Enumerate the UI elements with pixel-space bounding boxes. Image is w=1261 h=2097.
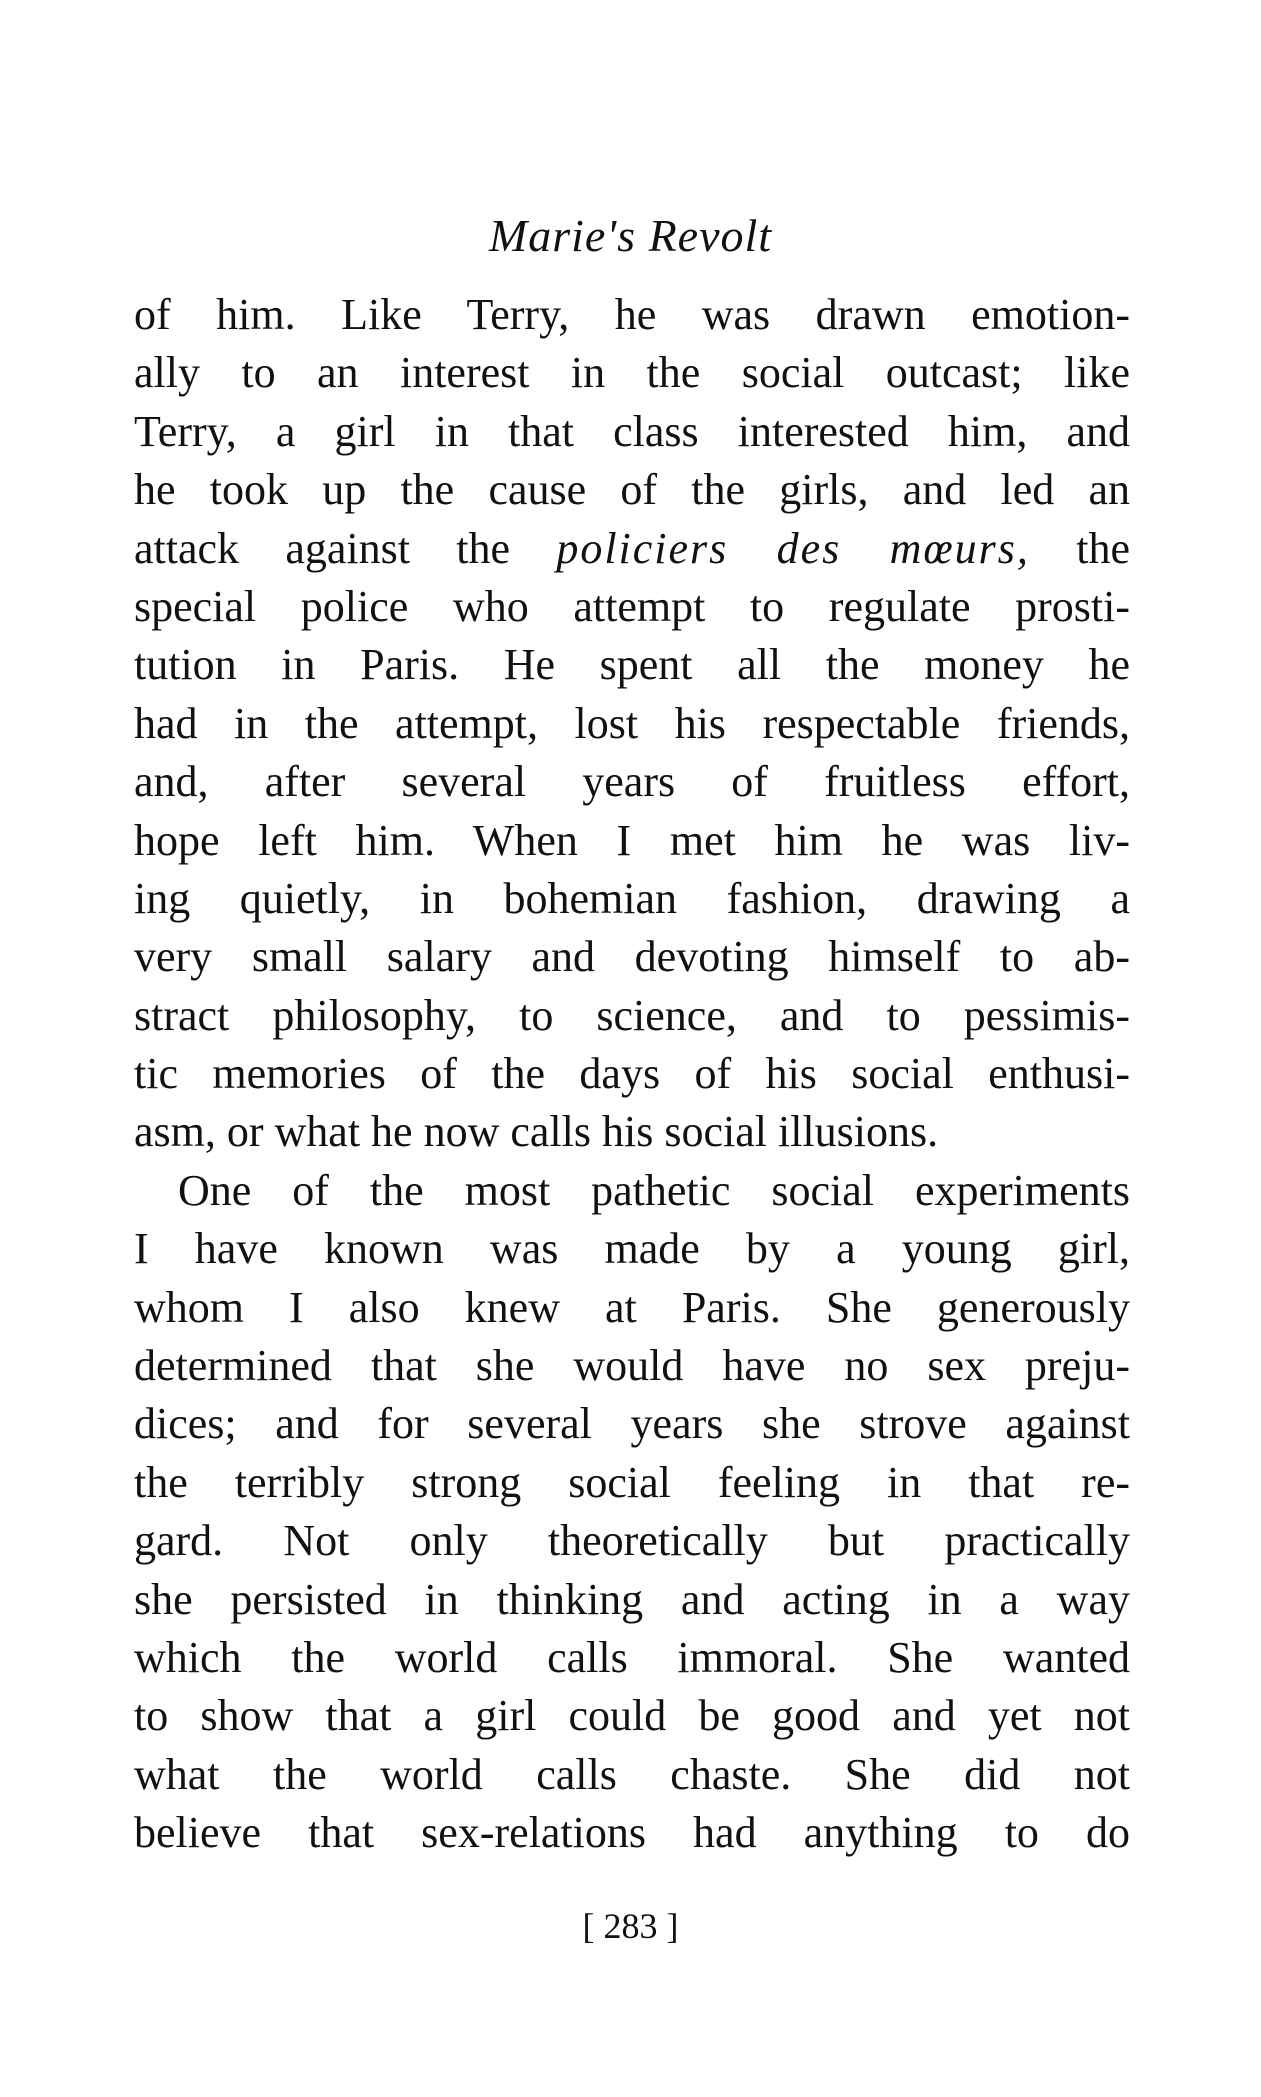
text-line: special police who attempt to regulate prosti- [134,581,1130,631]
text-line: which the world calls immoral. She wanted [134,1632,1130,1682]
text-line: determined that she would have no sex preju- [134,1341,1130,1391]
text-line: whom I also knew at Paris. She generously [134,1282,1130,1332]
text-line: tic memories of the days of his social enthusi- [134,1049,1130,1099]
text-fragment: attack against the [134,523,557,573]
text-line: the terribly strong social feeling in that re- [134,1457,1130,1507]
text-line: very small salary and devoting himself to ab- [134,932,1130,982]
text-line: of him. Like Terry, he was drawn emotion- [134,290,1130,339]
italic-phrase: policiers des mœurs, [556,523,1030,573]
text-line: believe that sex-relations had anything to do [134,1808,1130,1858]
text-line: dices; and for several years she strove against [134,1399,1130,1449]
text-line: what the world calls chaste. She did not [134,1749,1130,1799]
text-line: gard. Not only theoretically but practically [134,1516,1130,1566]
text-line: asm, or what he now calls his social illusions. [134,1107,939,1157]
text-line: One of the most pathetic social experiments [178,1165,1130,1215]
text-line: hope left him. When I met him he was liv- [134,815,1130,865]
text-line: Terry, a girl in that class interested him, and [134,406,1130,456]
text-line: she persisted in thinking and acting in a way [134,1574,1130,1624]
text-fragment: the [1029,523,1130,573]
text-line: and, after several years of fruitless effort, [134,757,1130,807]
text-line [134,520,1130,578]
running-head: Marie's Revolt [488,210,773,261]
body-text [134,286,1130,1863]
text-line: I have known was made by a young girl, [134,1224,1130,1274]
text-line: ing quietly, in bohemian fashion, drawing a [134,873,1130,923]
text-line: ally to an interest in the social outcast; like [134,348,1130,398]
page-number: [ 283 ] [582,1906,679,1946]
text-line: to show that a girl could be good and yet not [134,1691,1130,1741]
text-line: stract philosophy, to science, and to pessimis- [134,990,1130,1040]
text-line: had in the attempt, lost his respectable friends, [134,698,1130,748]
text-line: he took up the cause of the girls, and led an [134,465,1130,515]
text-line: tution in Paris. He spent all the money he [134,640,1130,690]
